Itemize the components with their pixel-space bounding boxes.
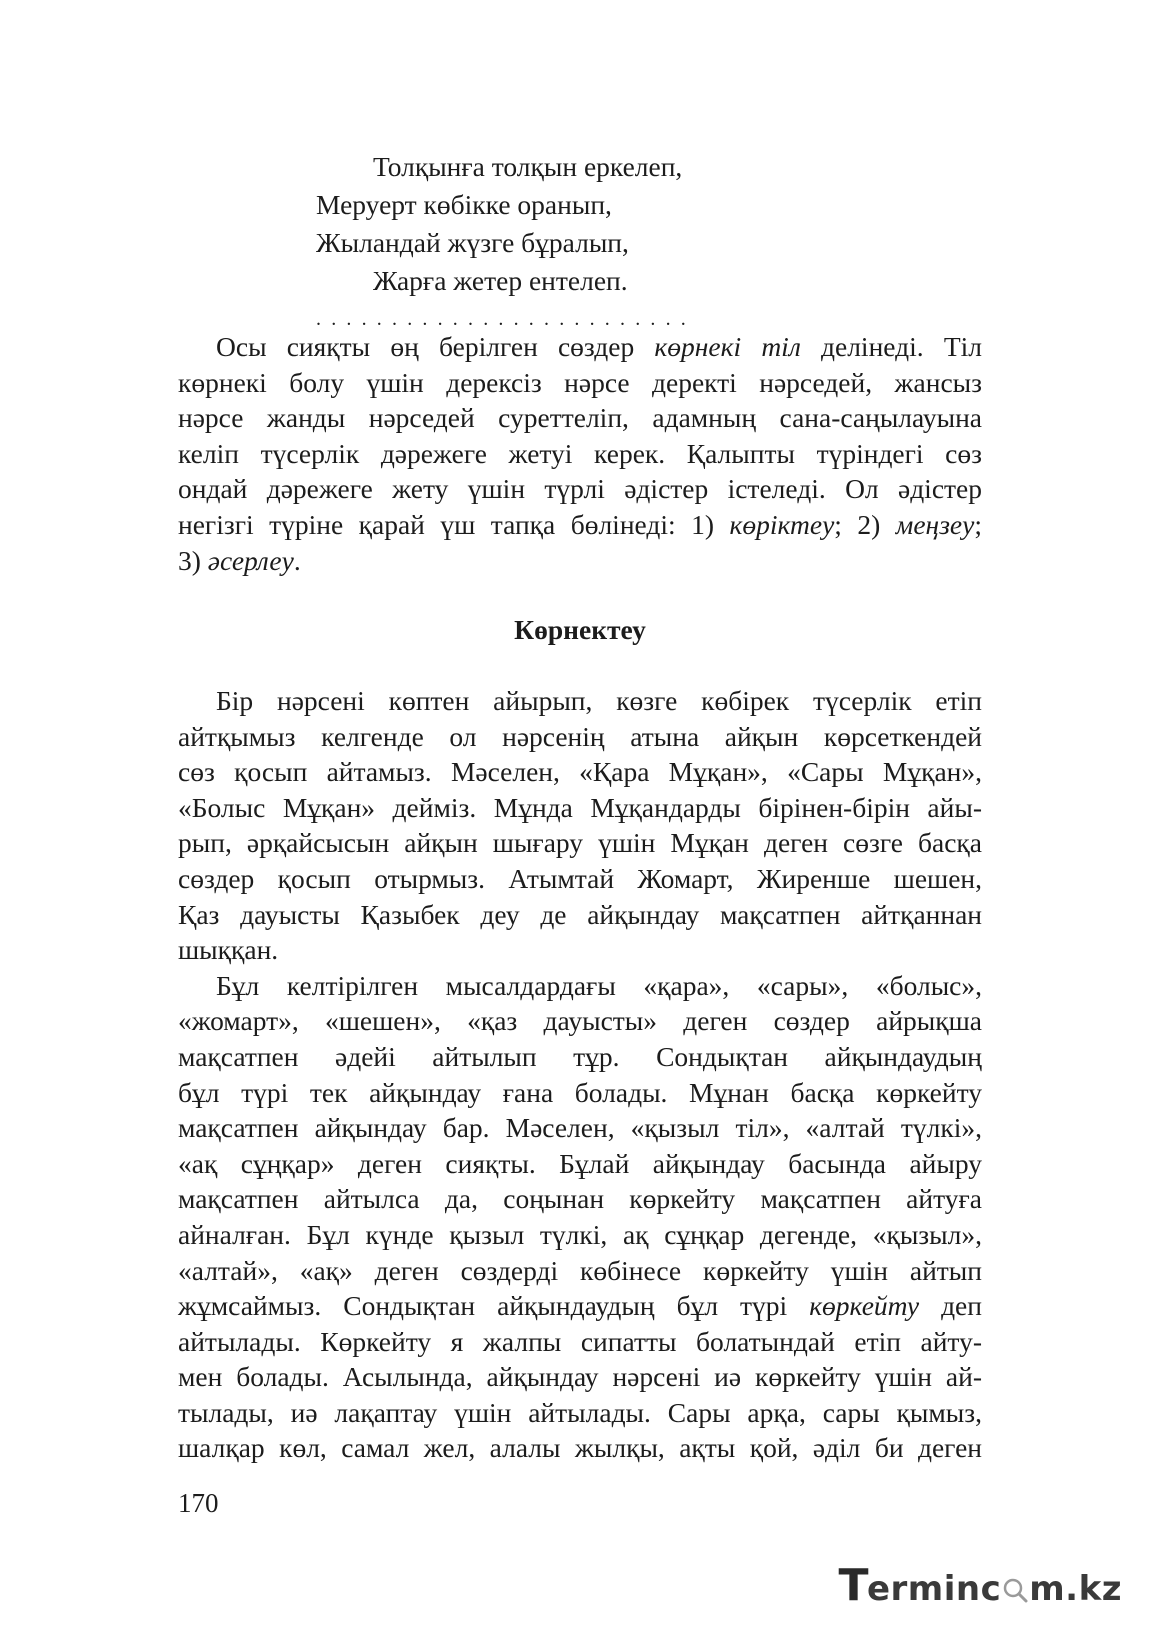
italic-term: меңзеу bbox=[895, 508, 975, 540]
poem-stanza bbox=[316, 148, 688, 334]
text-line: «жомарт», «шешен», «қаз дауысты» деген сөздер айрықша bbox=[178, 1005, 982, 1037]
text-line: тылады, иә лақаптау үшін айтылады. Сары арқа, сары қымыз, bbox=[178, 1396, 982, 1428]
text-line: 3) әсерлеу. bbox=[178, 544, 301, 576]
text-line: айтылады. Көркейту я жалпы сипатты болатындай етіп айту- bbox=[178, 1325, 982, 1357]
text-line: Қаз дауысты Қазыбек деу де айқындау мақсатпен айтқаннан bbox=[178, 898, 982, 930]
poem-line: Жарға жетер ентелеп. bbox=[373, 265, 628, 296]
text-line: мақсатпен айқындау бар. Мәселен, «қызыл тіл», «алтай түлкі», bbox=[178, 1112, 982, 1144]
text-line: «ақ сұңқар» деген сияқты. Бұлай айқындау басында айыру bbox=[178, 1147, 982, 1179]
italic-term: көрнекі тіл bbox=[654, 331, 801, 362]
italic-term: әсерлеу bbox=[207, 544, 294, 576]
page-number: 170 bbox=[178, 1488, 219, 1518]
text-line: сөздер қосып отырмыз. Атымтай Жомарт, Жиренше шешен, bbox=[178, 862, 982, 894]
text-line: мақсатпен әдейі айтылып тұр. Сондықтан айқындаудың bbox=[178, 1040, 982, 1072]
poem-line: Меруерт көбікке оранып, bbox=[316, 189, 612, 220]
text-line: айтқымыз келгенде ол нәрсенің атына айқын көрсеткендей bbox=[178, 720, 982, 752]
text-line: «алтай», «ақ» деген сөздерді көбінесе көркейту үшін айтып bbox=[178, 1254, 982, 1286]
text-line: Осы сияқты өң берілген сөздер көрнекі тіл делінеді. Тіл bbox=[216, 331, 982, 362]
poem-line: Жыландай жүзге бұралып, bbox=[316, 227, 629, 258]
text-line: рып, әрқайсысын айқын шығару үшін Мұқан деген сөзге басқа bbox=[178, 827, 982, 859]
magnifier-icon bbox=[1001, 1573, 1029, 1601]
text-line: айналған. Бұл күнде қызыл түлкі, ақ сұңқар дегенде, «қызыл», bbox=[178, 1218, 982, 1250]
poem-ellipsis: . . . . . . . . . . . . . . . . . . . . . . . . . bbox=[316, 308, 689, 330]
text-line: келіп түсерлік дәрежеге жетуі керек. Қалыпты түріндегі сөз bbox=[178, 437, 982, 469]
text-line: бұл түрі тек айқындау ғана болады. Мұнан басқа көркейту bbox=[178, 1076, 982, 1108]
text-line: ондай дәрежеге жету үшін түрлі әдістер істеледі. Ол әдістер bbox=[178, 473, 982, 505]
text-line: сөз қосып айтамыз. Мәселен, «Қара Мұқан», «Сары Мұқан», bbox=[178, 756, 982, 788]
text-line: шалқар көл, самал жел, алалы жылқы, ақты қой, әділ би деген bbox=[178, 1432, 982, 1464]
paragraph-distinguishing bbox=[178, 683, 982, 1466]
text-line: шыққан. bbox=[178, 934, 279, 966]
text-line: нәрсе жанды нәрседей суреттеліп, адамның сана-саңылауына bbox=[178, 402, 982, 434]
text-line: көрнекі болу үшін дерексіз нәрсе деректі нәрседей, жансыз bbox=[178, 366, 982, 398]
italic-term: көркейту bbox=[809, 1290, 920, 1322]
section-heading: Көрнектеу bbox=[514, 614, 646, 645]
text-line: мен болады. Асылында, айқындау нәрсені иә көркейту үшін ай- bbox=[178, 1361, 982, 1393]
text-line: Бір нәрсені көптен айырып, көзге көбірек түсерлік етіп bbox=[216, 685, 982, 716]
text-line: негізгі түріне қарай үш тапқа бөлінеді: 1) көріктеу; 2) меңзеу; bbox=[178, 508, 982, 540]
text-line: мақсатпен айтылса да, соңынан көркейту мақсатпен айтуға bbox=[178, 1183, 982, 1215]
text-line: «Болыс Мұқан» дейміз. Мұнда Мұқандарды бірінен-бірін айы- bbox=[178, 791, 982, 823]
text-line: жұмсаймыз. Сондықтан айқындаудың бұл түрі көркейту деп bbox=[178, 1290, 982, 1322]
poem-line: Толқынға толқын еркелеп, bbox=[373, 151, 683, 182]
text-line: Бұл келтірілген мысалдардағы «қара», «сары», «болыс», bbox=[216, 969, 982, 1001]
italic-term: көріктеу bbox=[729, 508, 835, 540]
termincom-watermark: T erminc m.kz bbox=[838, 1560, 1122, 1611]
paragraph-visual-language bbox=[178, 329, 982, 578]
